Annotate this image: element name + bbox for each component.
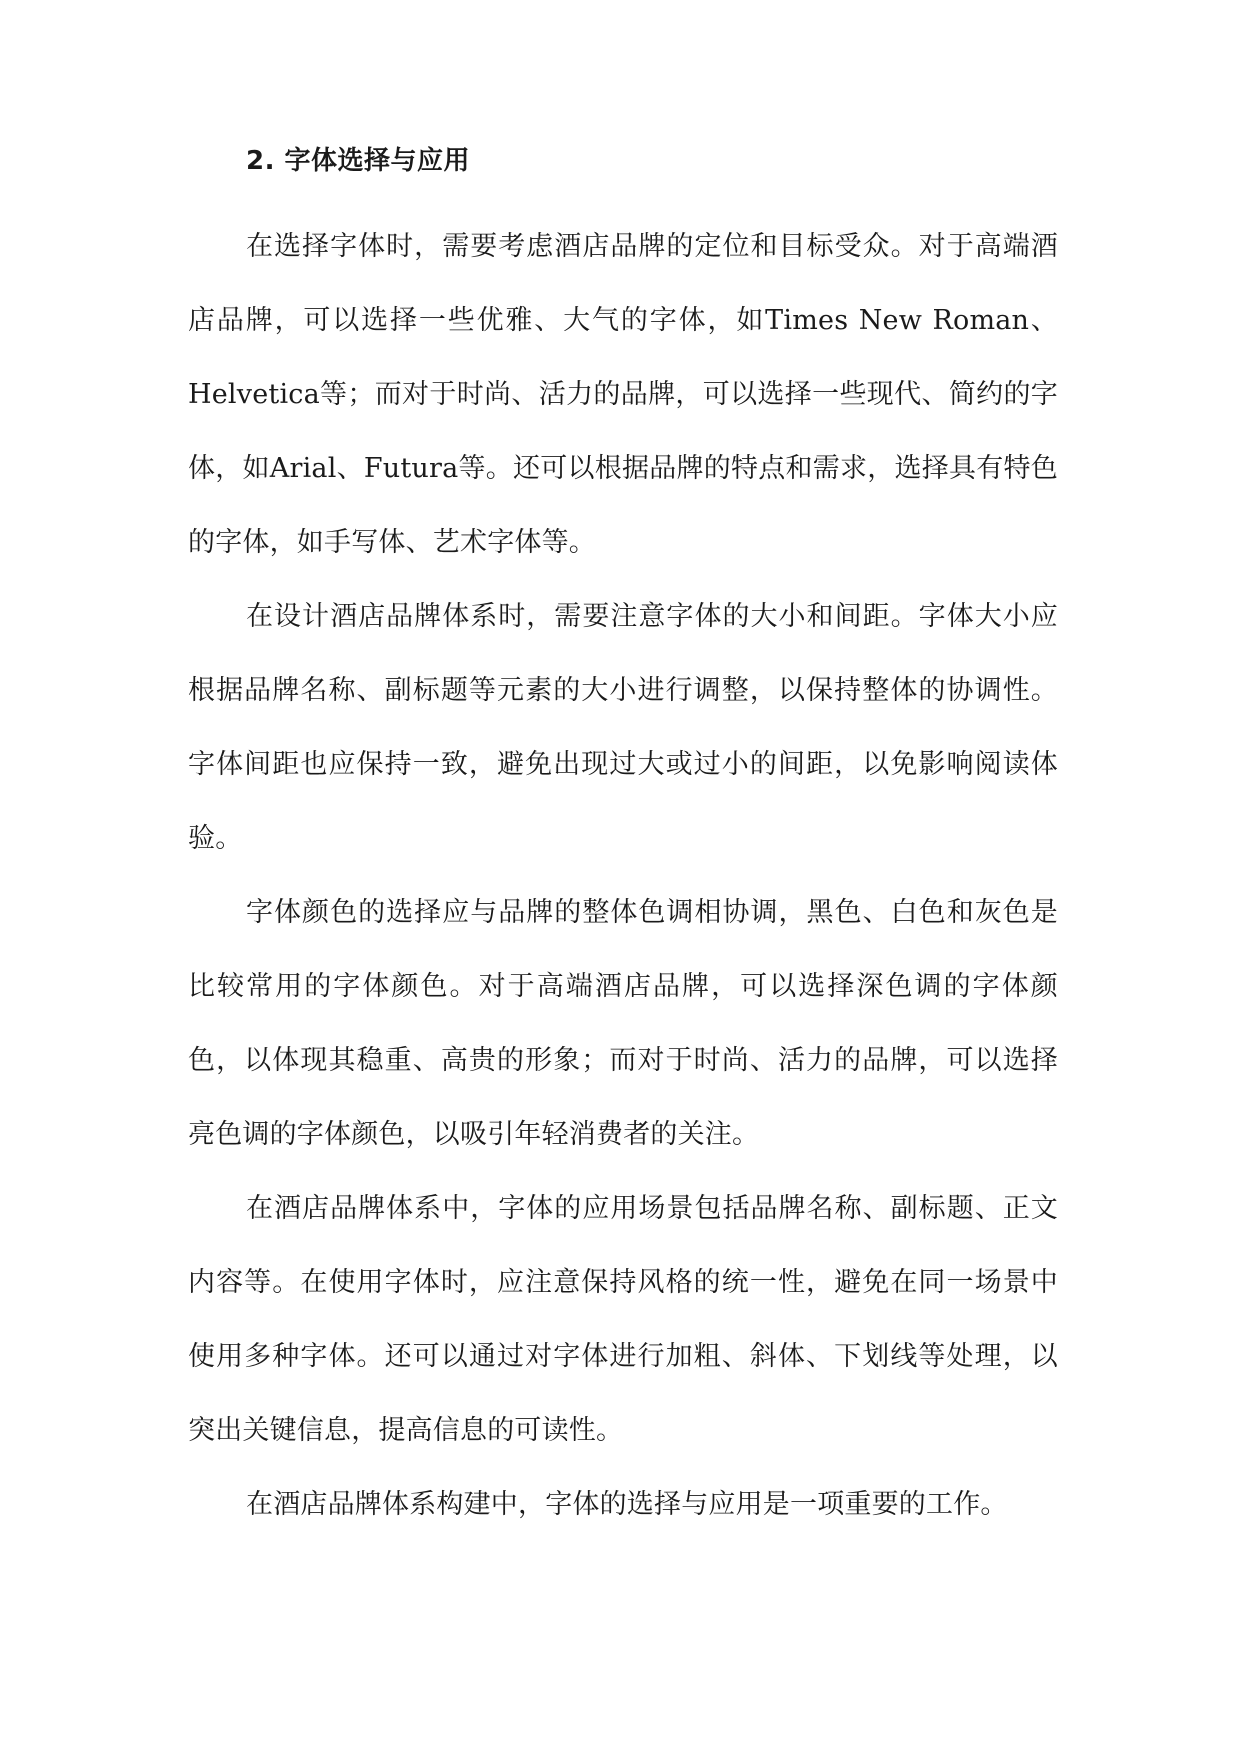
paragraph-font-size-spacing: 在设计酒店品牌体系时，需要注意字体的大小和间距。字体大小应根据品牌名称、副标题等元素的大小进行调整，以保持整体的协调性。字体间距也应保持一致，避免出现过大或过小的间距，以免影响阅读体验。 [188, 601, 1058, 854]
section-heading: 2. 字体选择与应用 [246, 146, 471, 176]
paragraph-conclusion: 在酒店品牌体系构建中，字体的选择与应用是一项重要的工作。 [246, 1489, 1008, 1520]
paragraph-font-color: 字体颜色的选择应与品牌的整体色调相协调，黑色、白色和灰色是比较常用的字体颜色。对于高端酒店品牌，可以选择深色调的字体颜色，以体现其稳重、高贵的形象；而对于时尚、活力的品牌，可以选择亮色调的字体颜色，以吸引年轻消费者的关注。 [188, 897, 1058, 1150]
document-body [188, 138, 1058, 1542]
paragraph-font-application: 在酒店品牌体系中，字体的应用场景包括品牌名称、副标题、正文内容等。在使用字体时，应注意保持风格的统一性，避免在同一场景中使用多种字体。还可以通过对字体进行加粗、斜体、下划线等处理，以突出关键信息，提高信息的可读性。 [188, 1193, 1058, 1446]
paragraph-font-selection: 在选择字体时，需要考虑酒店品牌的定位和目标受众。对于高端酒店品牌，可以选择一些优雅、大气的字体，如Times New Roman、Helvetica等；而对于时尚、活力的品牌，可以选择一些现代、简约的字体，如Arial、Futura等。还可以根据品牌的特点和需求，选择具有特色的字体，如手写体、艺术字体等。 [188, 231, 1058, 558]
